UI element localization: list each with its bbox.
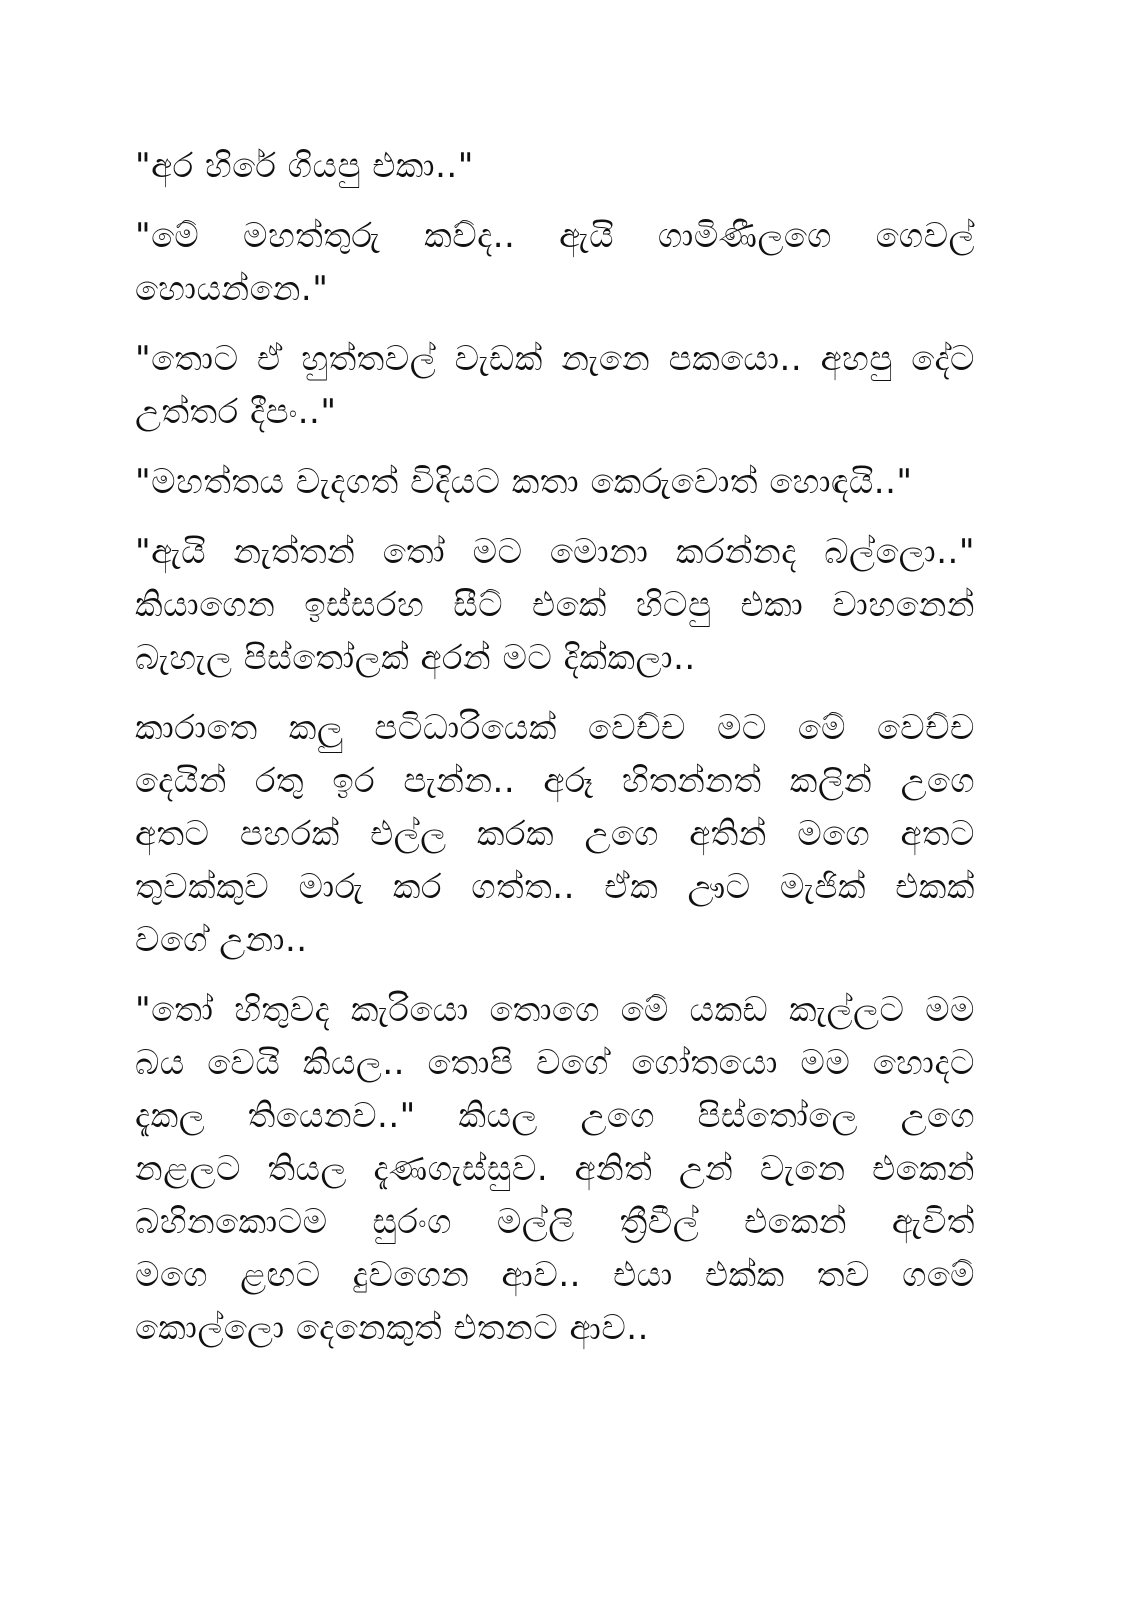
text-line: "අර හිරේ ගියපු එකා.." xyxy=(135,146,474,186)
text-line: බැහැල පිස්තෝලක් අරන් මට දික්කලා.. xyxy=(135,638,696,678)
text-line: කියාගෙන ඉස්සරහ සීට් එකේ හිටපු එකා වාහනෙන් xyxy=(135,585,975,625)
text-line: කොල්ලො දෙනෙකුත් එතනට ආව.. xyxy=(135,1308,649,1348)
document-page xyxy=(135,140,975,1372)
text-line: උත්තර දීපං.." xyxy=(135,392,337,432)
paragraph-7 xyxy=(135,984,975,1355)
paragraph-2 xyxy=(135,210,975,316)
text-line: කාරාතෙ කලු පටිධාරියෙක් වෙච්ච මට මේ වෙච්ච xyxy=(135,708,975,748)
text-line: "මහත්තය වැදගත් විදියට කතා කෙරුවොත් හොඳයි.." xyxy=(135,462,913,502)
paragraph-1 xyxy=(135,140,975,193)
text-line: මගෙ ළඟට දුවගෙන ආව.. එයා එක්ක තව ගමේ xyxy=(135,1255,975,1295)
text-line: "තොට ඒ හුත්තවල් වැඩක් නැනෙ පකයො.. අහපු දේට xyxy=(135,339,975,379)
text-line: "තෝ හිතුවද කැරියො තොගෙ මේ යකඩ කැල්ලට මම xyxy=(135,990,975,1030)
text-line: තුවක්කුව මාරු කර ගත්ත.. ඒක ඌට මැජික් එකක් xyxy=(135,867,975,907)
text-line: "ඇයි නැත්තන් තෝ මට මොනා කරන්නද බල්ලො.." xyxy=(135,532,975,572)
paragraph-5 xyxy=(135,526,975,685)
text-line: දැකල තියෙනව.." කියල උගෙ පිස්තෝලෙ උගෙ xyxy=(135,1096,975,1136)
paragraph-6 xyxy=(135,702,975,967)
paragraph-4 xyxy=(135,456,975,509)
text-line: අතට පහරක් එල්ල කරක උගෙ අතින් මගෙ අතට xyxy=(135,814,975,854)
text-line: දෙයින් රතු ඉර පැන්න.. අරූ හිතන්නත් කලින් උගෙ xyxy=(135,761,975,801)
text-line: හොයන්නෙ." xyxy=(135,269,329,309)
text-line: බය වෙයි කියල.. තොපි වගේ ගෝතයො මම හොදට xyxy=(135,1043,975,1083)
text-line: වගේ උනා.. xyxy=(135,920,308,960)
text-line: බහිනකොටම සුරංග මල්ලි ත්‍රීවීල් එකෙන් ඇවිත් xyxy=(135,1202,975,1242)
text-line: "මේ මහත්තුරු කව්ද.. ඇයි ගාමිණීලගෙ ගෙවල් xyxy=(135,216,975,256)
text-line: නළලට තියල දැණගැස්සුව. අනිත් උන් වැනෙ එකෙන් xyxy=(135,1149,975,1189)
paragraph-3 xyxy=(135,333,975,439)
